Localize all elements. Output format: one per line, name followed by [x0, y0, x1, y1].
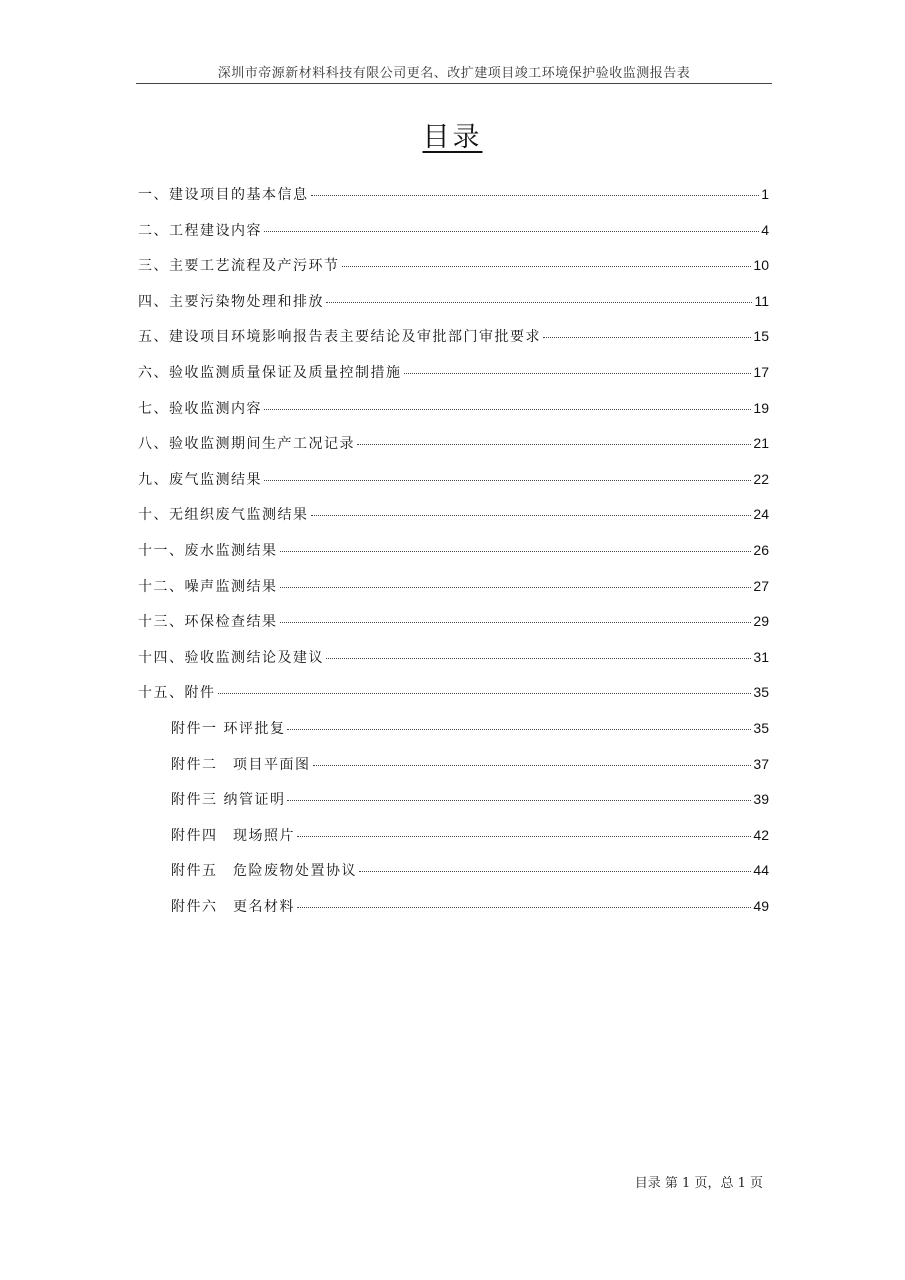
toc-entry-page-number: 49: [753, 897, 769, 914]
toc-entry-label: 十、无组织废气监测结果: [138, 507, 309, 524]
toc-dot-leader: [313, 765, 752, 766]
toc-entry-page-number: 17: [753, 363, 769, 380]
toc-dot-leader: [287, 800, 751, 801]
toc-subentry[interactable]: [138, 718, 769, 754]
toc-dot-leader: [326, 658, 751, 659]
toc-entry-label: 附件四 现场照片: [171, 827, 295, 844]
toc-entry-page-number: 27: [753, 577, 769, 594]
toc-entry-page-number: 35: [753, 719, 769, 736]
toc-entry-label: 七、验收监测内容: [138, 400, 262, 417]
toc-dot-leader: [404, 373, 752, 374]
toc-dot-leader: [543, 337, 751, 338]
toc-entry-page-number: 1: [761, 186, 769, 202]
toc-subentry[interactable]: [138, 825, 769, 861]
toc-entry-page-number: 19: [753, 399, 769, 416]
toc-entry-label: 附件一 环评批复: [171, 720, 286, 737]
toc-entry-label: 三、主要工艺流程及产污环节: [138, 258, 340, 275]
toc-dot-leader: [264, 409, 751, 410]
toc-entry-label: 十五、附件: [138, 685, 216, 702]
toc-entry-page-number: 37: [753, 755, 769, 772]
toc-entry[interactable]: [138, 647, 769, 683]
toc-entry-page-number: 31: [753, 648, 769, 665]
toc-entry-page-number: 44: [753, 862, 769, 879]
toc-entry-label: 十二、噪声监测结果: [138, 578, 278, 595]
toc-entry-page-number: 39: [753, 791, 769, 808]
toc-entry-label: 十四、验收监测结论及建议: [138, 649, 324, 666]
toc-subentry[interactable]: [138, 754, 769, 790]
toc-dot-leader: [287, 729, 751, 730]
toc-dot-leader: [311, 515, 752, 516]
page-footer: 目录 第 1 页，总 1 页: [634, 1176, 763, 1191]
table-of-contents: [138, 184, 769, 931]
toc-entry[interactable]: [138, 362, 769, 398]
toc-entry[interactable]: [138, 255, 769, 291]
toc-dot-leader: [326, 302, 752, 303]
toc-subentry[interactable]: [138, 860, 769, 896]
toc-entry[interactable]: [138, 611, 769, 647]
toc-dot-leader: [342, 266, 752, 267]
toc-entry-label: 四、主要污染物处理和排放: [138, 293, 324, 310]
toc-dot-leader: [297, 836, 751, 837]
toc-dot-leader: [357, 444, 751, 445]
toc-entry-label: 九、废气监测结果: [138, 471, 262, 488]
toc-dot-leader: [280, 587, 752, 588]
toc-entry[interactable]: [138, 184, 769, 220]
toc-entry[interactable]: [138, 398, 769, 434]
toc-entry[interactable]: [138, 576, 769, 612]
toc-entry-page-number: 10: [753, 257, 769, 274]
toc-entry-label: 二、工程建设内容: [138, 222, 262, 239]
toc-subentry[interactable]: [138, 896, 769, 932]
toc-entry-label: 十一、废水监测结果: [138, 542, 278, 559]
toc-entry-page-number: 26: [753, 541, 769, 558]
toc-dot-leader: [311, 195, 760, 196]
toc-entry[interactable]: [138, 682, 769, 718]
toc-entry-label: 十三、环保检查结果: [138, 614, 278, 631]
toc-dot-leader: [264, 231, 759, 232]
toc-entry[interactable]: [138, 504, 769, 540]
toc-dot-leader: [280, 551, 752, 552]
toc-entry[interactable]: [138, 291, 769, 327]
toc-entry-label: 五、建设项目环境影响报告表主要结论及审批部门审批要求: [138, 329, 541, 346]
toc-entry-page-number: 42: [753, 826, 769, 843]
toc-entry-page-number: 24: [753, 506, 769, 523]
toc-entry[interactable]: [138, 326, 769, 362]
toc-entry[interactable]: [138, 469, 769, 505]
toc-dot-leader: [218, 693, 752, 694]
toc-entry-label: 六、验收监测质量保证及质量控制措施: [138, 364, 402, 381]
toc-entry-page-number: 35: [753, 684, 769, 701]
toc-entry-label: 附件五 危险废物处置协议: [171, 863, 357, 880]
header-divider: [136, 83, 772, 84]
running-header: 深圳市帝源新材料科技有限公司更名、改扩建项目竣工环境保护验收监测报告表: [217, 66, 691, 81]
toc-entry-label: 一、建设项目的基本信息: [138, 187, 309, 203]
toc-entry[interactable]: [138, 220, 769, 256]
toc-dot-leader: [280, 622, 752, 623]
toc-entry-page-number: 22: [753, 470, 769, 487]
toc-entry-page-number: 11: [754, 292, 769, 309]
toc-subentry[interactable]: [138, 789, 769, 825]
toc-entry-label: 附件二 项目平面图: [171, 756, 311, 773]
toc-entry-page-number: 29: [753, 613, 769, 630]
toc-entry-page-number: 15: [753, 328, 769, 345]
toc-entry-page-number: 4: [761, 221, 769, 238]
toc-title: [0, 115, 905, 154]
toc-entry[interactable]: [138, 540, 769, 576]
toc-entry-label: 八、验收监测期间生产工况记录: [138, 436, 355, 453]
toc-title-text: 目录: [422, 122, 483, 153]
toc-entry-page-number: 21: [753, 435, 769, 452]
toc-entry[interactable]: [138, 433, 769, 469]
toc-dot-leader: [264, 480, 751, 481]
toc-dot-leader: [359, 871, 751, 872]
toc-entry-label: 附件三 纳管证明: [171, 792, 286, 809]
toc-dot-leader: [297, 907, 751, 908]
toc-entry-label: 附件六 更名材料: [171, 898, 295, 915]
